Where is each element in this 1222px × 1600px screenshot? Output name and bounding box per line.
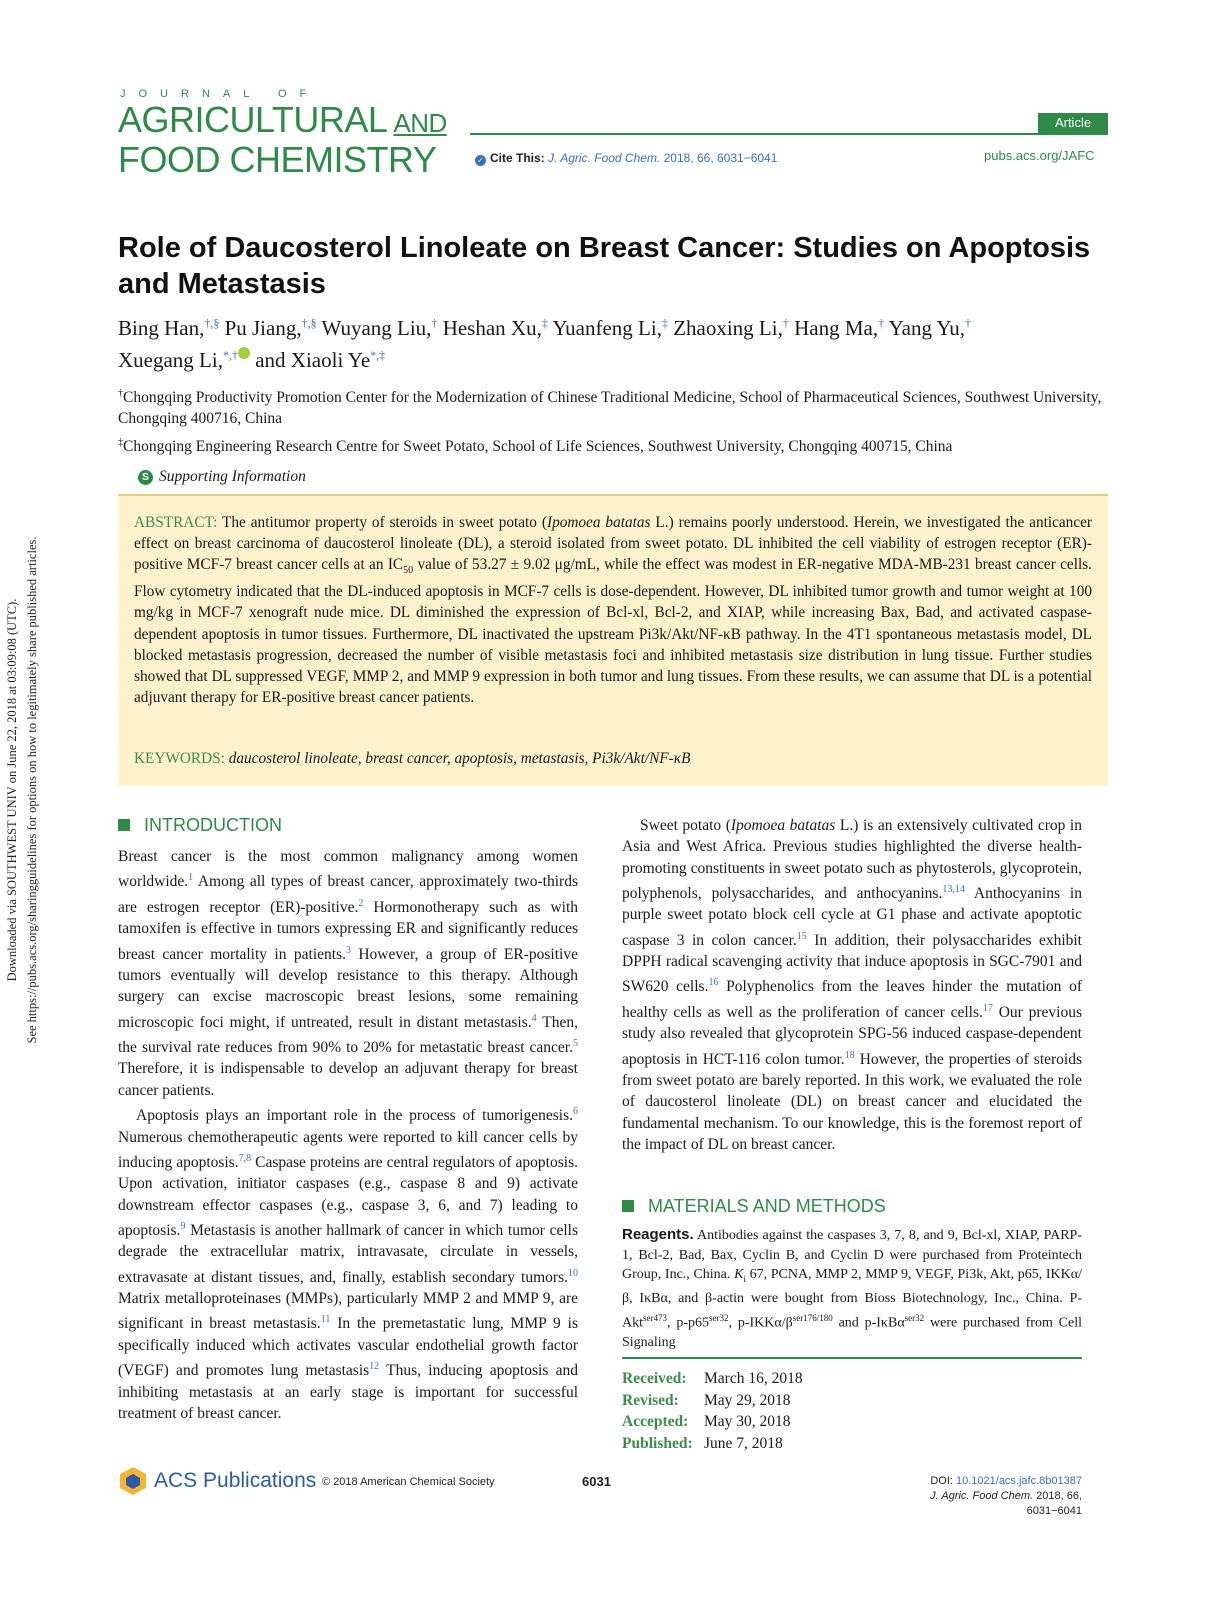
affiliation-text: Chongqing Engineering Research Centre for Sweet Potato, School of Life Sciences, Southwest University, Chongqing 400715, China [123,438,953,456]
cite-label: Cite This: [490,151,545,165]
journal-ref-line [878,1489,1082,1519]
text: Our previous study also revealed that glycoprotein SPG-56 induced caspase-dependent apoptosis in HCT-116 colon tumor. [622,1004,1082,1068]
acs-publications-text: ACS Publications [154,1469,317,1492]
citation-ref[interactable]: 6 [573,1106,578,1118]
date-value: May 29, 2018 [704,1391,791,1409]
citation-ref[interactable]: 12 [369,1361,380,1373]
citation-ref[interactable]: 10 [568,1267,578,1279]
journal-kicker: JOURNAL OF [120,88,320,100]
abstract-part: value of 53.27 ± 9.02 μg/mL, while the effect was modest in ER-negative MDA-MB-231 breast cancer cells. Flow cytometry indicated that the DL-induced apoptosis in MCF-7 cells is dose-dependent. However, DL inhibited tumor growth and tumor weight at 100 mg/kg in MCF-7 xenograft nude mice. DL diminished the expression of Bcl-xl, Bcl-2, and XIAP, while increasing Bax, Bad, and activated caspase-dependent apoptosis in tumor tissues. Furthermore, DL inactivated the upstream Pi3k/Akt/NF-κB pathway. In the 4T1 spontaneous metastasis model, DL blocked metastasis progression, decreased the number of visible metastasis foci and inhibited metastasis size distribution in lung tissue. Further studies showed that DL suppressed VEGF, MMP 2, and MMP 9 expression in both tumor and lung tissues. From these results, we can assume that DL is a potential adjuvant therapy for ER-positive breast cancer patients. [134,556,1092,706]
section-heading-introduction [118,815,282,836]
text: In addition, their polysaccharides exhibit DPPH radical scavenging activity that induce apoptosis in SGC-7901 and SW620 cells. [622,931,1082,996]
text: Antibodies against the caspases 3, 7, 8, and 9, Bcl-xl, XIAP, PARP-1, Bcl-2, Bad, Bax, Cyclin B, and Cyclin D were purchased from Proteintech Group, Inc., China. [622,1228,1082,1282]
dates-rule [622,1357,1082,1359]
text: However, the properties of steroids from sweet potato are barely reported. In this work, we evaluated the role of daucosterol linoleate (DL) on breast cancer and elucidated the fundamental mechanism. To our knowledge, this is the foremost report of the impact of DL on breast cancer. [622,1050,1083,1153]
author-affiliation-mark[interactable]: † [431,316,438,330]
author-name: Bing Han, [118,316,205,340]
author-affiliation-mark[interactable]: ‡ [661,316,668,330]
text: Sweet potato ( [640,817,731,834]
orcid-icon[interactable] [238,347,250,359]
author-affiliation-mark[interactable]: *,‡ [370,348,386,362]
cite-journal[interactable]: J. Agric. Food Chem. [548,151,661,165]
author-name: Pu Jiang, [219,316,302,340]
keywords-list: daucosterol linoleate, breast cancer, apoptosis, metastasis, Pi3k/Akt/NF-κB [224,750,691,767]
section-square-icon [622,1200,634,1212]
citation-ref[interactable]: 7,8 [238,1152,252,1164]
author-affiliation-mark[interactable]: †,§ [204,316,220,330]
date-received [622,1368,803,1390]
paper-title: Role of Daucosterol Linoleate on Breast Cancer: Studies on Apoptosis and Metastasis [118,232,1091,300]
text: Polyphenolics from the leaves hinder the mutation of healthy cells as well as the proliferation of cancer cells. [622,978,1082,1021]
download-note-line1: Downloaded via SOUTHWEST UNIV on June 22, 2018 at 03:09:08 (UTC). [5,598,19,982]
supporting-information-link[interactable] [138,468,306,486]
superscript: ser32 [709,1312,729,1323]
intro-paragraph-3 [622,815,1082,1155]
affiliation-1 [118,383,1108,429]
author-affiliation-mark[interactable]: † [782,316,789,330]
journal-logo-word-agricultural: AGRICULTURAL [118,99,388,140]
text: Apoptosis plays an important role in the process of tumorigenesis. [136,1107,573,1125]
date-label: Received: [622,1370,687,1387]
download-note-line2: See https://pubs.acs.org/sharingguidelines for options on how to legitimately share published articles. [25,536,39,1044]
citation-ref[interactable]: 2 [358,897,364,909]
author-affiliation-mark[interactable]: † [878,316,885,330]
keywords [134,748,1092,769]
abstract-text [134,512,1092,708]
supporting-info-icon: S [138,470,153,485]
download-note [2,480,46,1100]
date-revised [622,1390,803,1412]
text: L.) is an extensively cultivated crop in Asia and West Africa. Previous studies highlighted the diverse health-promoting constituents in sweet potato such as phytosterols, glycoprotein, polyphenols, polysaccharides, and anthocyanins. [622,817,1082,903]
reagents-paragraph [622,1225,1082,1352]
text: Among all types of breast cancer, approximately two-thirds are estrogen receptor (ER)-positive. [118,873,578,916]
species-name: Ipomoea batatas [730,817,836,834]
citation-ref[interactable]: 11 [320,1314,331,1326]
text: Anthocyanins in purple sweet potato block cell cycle at G1 phase and activate apoptotic caspase 3 in colon cancer. [622,885,1082,949]
intro-column-left [118,846,578,1424]
section-heading-text: INTRODUCTION [144,815,282,835]
journal-logo-line2: FOOD CHEMISTRY [118,139,437,180]
abstract-label: ABSTRACT: [134,514,218,531]
affiliation-mark: ‡ [118,437,123,448]
author-name: Hang Ma, [788,316,879,340]
intro-column-right [622,815,1082,1155]
superscript: ser176/180 [792,1312,833,1323]
author-list [118,310,1108,374]
supporting-info-label: Supporting Information [159,468,306,485]
citation-ref[interactable]: 9 [180,1220,186,1232]
affiliation-text: Chongqing Productivity Promotion Center for the Modernization of Chinese Traditional Medicine, School of Pharmaceutical Sciences, Southwest University, Chongqing 400716, China [118,389,1102,428]
affiliation-2 [118,432,1108,457]
cite-this[interactable] [475,151,777,166]
journal-volume: 2018, 66, 6031−6041 [1026,1490,1082,1517]
text: were purchased from Cell Signaling [622,1315,1082,1350]
superscript: ser32 [904,1312,925,1323]
author-name: Zhaoxing Li, [667,316,783,340]
citation-ref[interactable]: 15 [796,930,807,942]
date-published [622,1433,803,1455]
date-label: Published: [622,1434,693,1452]
journal-logo-and: AND [393,108,447,138]
citation-ref[interactable]: 5 [573,1038,578,1049]
intro-paragraph-2 [118,1101,578,1424]
author-name: Yuanfeng Li, [547,316,662,340]
citation-ref[interactable]: 4 [531,1012,537,1024]
text: and p-IκBα [832,1315,905,1331]
text: Metastasis is another hallmark of cancer in which tumor cells degrade the extracellular matrix, intravasate, circulate in vessels, extravasate at distant tissues, and, finally, establish secondary tumors. [118,1222,578,1286]
author-name: Xuegang Li, [118,348,223,372]
abstract-part: L.) remains poorly understood. Herein, we investigated the anticancer effect on breast carcinoma of daucosterol linoleate (DL), a steroid isolated from sweet potato. DL inhibited the cell viability of estrogen receptor (ER)-positive MCF-7 breast cancer cells at an IC [134,514,1093,574]
superscript: ser473 [643,1312,667,1323]
date-label: Accepted: [622,1413,689,1430]
author-affiliation-mark[interactable]: ‡ [541,316,548,330]
author-name: Heshan Xu, [437,316,542,340]
date-value: May 30, 2018 [704,1413,791,1430]
doi-line [878,1474,1082,1489]
text: , p-p65 [667,1315,709,1331]
check-circle-icon: ✓ [475,155,486,166]
author-name: Yang Yu, [884,316,966,340]
author-name: and Xiaoli Ye [249,348,371,372]
publication-dates [622,1368,803,1454]
date-value: March 16, 2018 [704,1370,803,1387]
author-affiliation-mark[interactable]: *,† [222,348,238,362]
reagents-label: Reagents. [622,1226,694,1243]
text: K [734,1267,744,1282]
abstract-part: The antitumor property of steroids in sweet potato ( [217,514,547,531]
affiliation-mark: † [118,388,123,399]
citation-ref[interactable]: 16 [708,977,719,989]
citation-ref[interactable]: 13,14 [942,883,965,895]
section-heading-methods [622,1196,886,1217]
journal-site-link[interactable]: pubs.acs.org/JAFC [984,148,1095,163]
author-affiliation-mark[interactable]: † [965,316,972,330]
intro-paragraph-1 [118,846,578,1101]
acs-publications-logo[interactable] [118,1466,316,1496]
date-value: June 7, 2018 [704,1434,783,1452]
abstract-species: Ipomoea batatas [546,514,651,531]
copyright: © 2018 American Chemical Society [322,1476,495,1488]
text: Hormonotherapy such as with tamoxifen is effective in tumors expressing ER and significantly reduces breast cancer mortality in patients. [118,898,578,963]
date-accepted [622,1411,803,1433]
author-affiliation-mark[interactable]: †,§ [301,316,317,330]
text: Therefore, it is indispensable to develop an adjuvant therapy for breast cancer patients. [118,1060,578,1099]
date-label: Revised: [622,1391,679,1409]
author-name: Wuyang Liu, [316,316,432,340]
text: Caspase proteins are central regulators of apoptosis. Upon activation, initiator caspases (e.g., caspase 8 and 9) activate downstream effector caspases (e.g., caspase 3, 6, and 7) leading to apoptosis. [118,1153,578,1239]
text: 67, PCNA, MMP 2, MMP 9, VEGF, Pi3k, Akt, p65, IKKα/β, IκBα, and β-actin were bought from Bioss Biotechnology, Inc., China. P-Akt [622,1267,1082,1331]
journal-logo-line1 [118,100,447,143]
article-type-badge: Article [1038,113,1108,133]
citation-ref[interactable]: 17 [982,1002,993,1014]
doi-link[interactable]: 10.1021/acs.jafc.8b01387 [956,1475,1082,1487]
text: Thus, inducing apoptosis and inhibiting metastasis at an early stage is important for successful treatment of breast cancer. [118,1362,578,1422]
abstract-subscript: 50 [403,565,414,577]
text: However, a group of ER-positive tumors eventually will develop resistance to this therapy. Although surgery can excise macroscopic breast lesions, some remaining microscopic foci might, if untreated, result in distant metastasis. [118,945,578,1031]
citation-ref[interactable]: 18 [844,1049,855,1061]
text: Numerous chemotherapeutic agents were reported to kill cancer cells by inducing apoptosis. [118,1128,578,1171]
doi-label: DOI: [930,1475,956,1487]
cite-volume[interactable]: 2018, 66, 6031−6041 [663,151,778,165]
citation-ref[interactable]: 3 [345,944,351,956]
journal-abbrev: J. Agric. Food Chem. [930,1490,1034,1502]
section-square-icon [118,819,130,831]
doi-block [878,1474,1082,1519]
page-number: 6031 [582,1474,611,1489]
text: Breast cancer is the most common malignancy among women worldwide. [118,848,578,891]
text: Then, the survival rate reduces from 90% to 20% for metastatic breast cancer. [118,1013,578,1057]
section-heading-text: MATERIALS AND METHODS [648,1196,886,1216]
keywords-label: KEYWORDS: [134,750,225,767]
text: In the premetastatic lung, MMP 9 is specifically induced which activates vascular endothelial growth factor (VEGF) and promotes lung metastasis [118,1315,578,1380]
acs-hexagon-icon [118,1466,148,1496]
header-rule [470,133,1108,135]
citation-ref[interactable]: 1 [188,872,194,884]
subscript: i [743,1273,746,1284]
text: Matrix metalloproteinases (MMPs), particularly MMP 2 and MMP 9, are significant in breast metastasis. [118,1290,578,1333]
text: , p-IKKα/β [728,1315,793,1331]
